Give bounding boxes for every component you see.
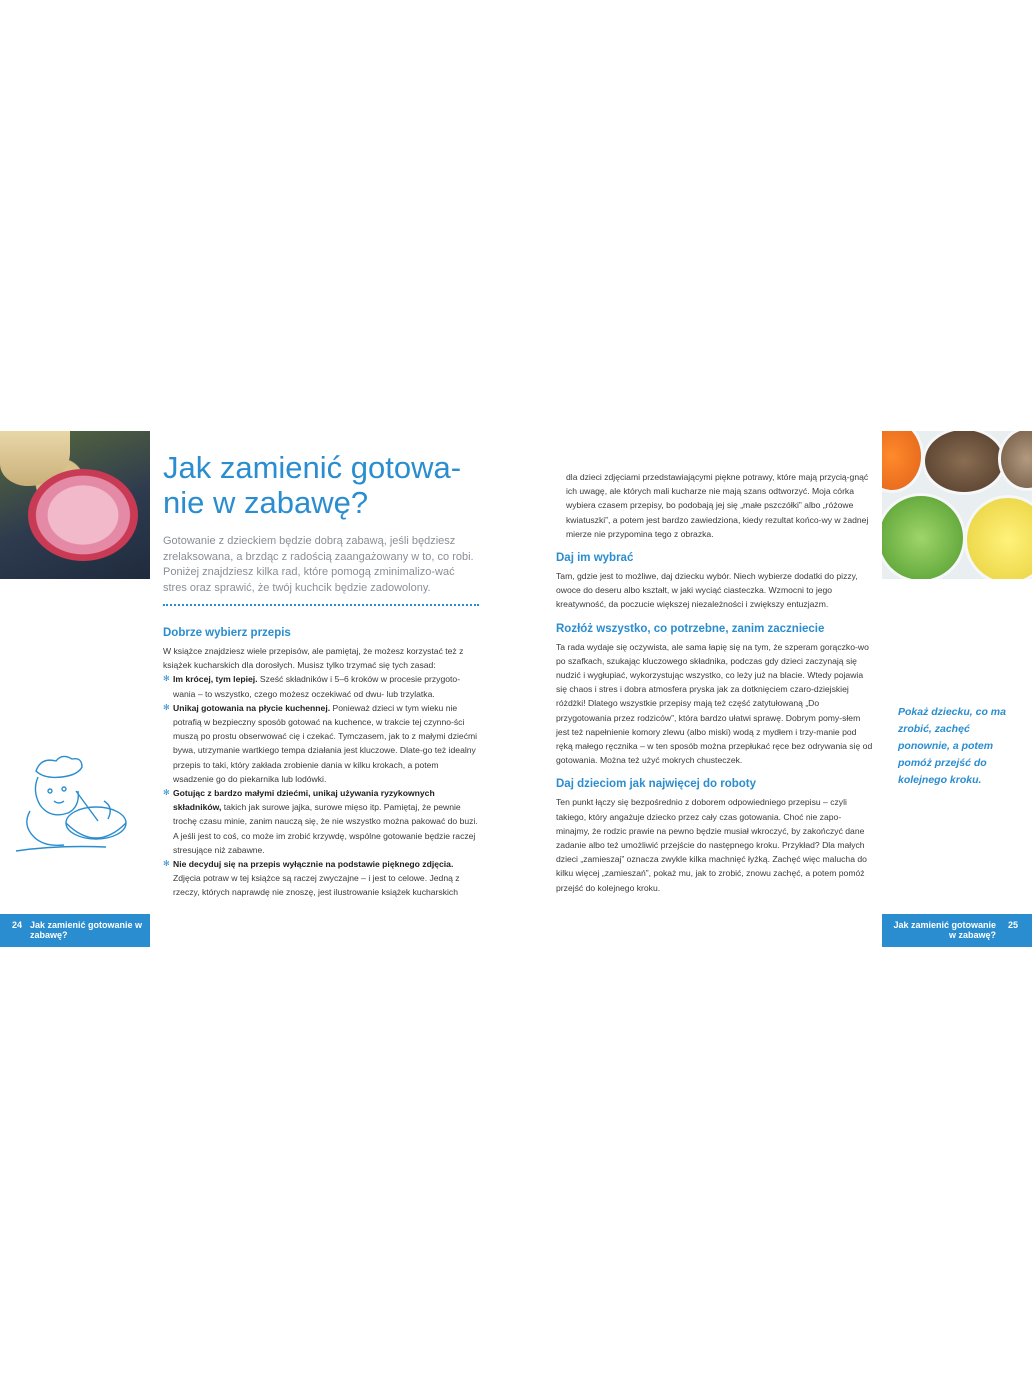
footer-label-left: Jak zamienić gotowanie w zabawę?: [30, 920, 143, 940]
page-title: [163, 450, 483, 520]
tip-text: Ponieważ dzieci w tym wieku nie potrafią w bezpieczny sposób gotować na kuchence, w trakcie tej czynno-ści muszą po prostu obserwować cię i czekać. Tymczasem, jak to z małymi dziećmi bywa, utrzymanie wartkiego tempa działania jest kluczowe. Dlate-go też idealny przepis to taki, który zakłada zrobienie dania w kilku krokach, a potem wsadzenie go do piekarnika lub lodówki.: [173, 702, 478, 784]
tip-bold: Unikaj gotowania na płycie kuchennej.: [173, 702, 331, 713]
right-column: [556, 470, 874, 895]
tip-text: Sześć składników i 5–6 kroków w procesie przygoto-wania – to wszystko, czego możesz oczekiwać od dwu- lub trzylatka.: [173, 674, 461, 699]
intro-paragraph: Gotowanie z dzieckiem będzie dobrą zabawą, jeśli będziesz zrelaksowana, a brzdąc z radością zaangażowany w to, co robi. Poniżej znajdziesz kilka rad, które pomogą zminimalizo-wać stres oraz sprawić, że twój kuchcik będzie zadowolony.: [163, 535, 474, 594]
chef-child-illustration: [16, 751, 136, 855]
footer-right: [882, 914, 1032, 947]
footer-left: [0, 914, 150, 947]
tips-list: [163, 672, 481, 899]
list-item: [163, 786, 481, 857]
right-margin-strip: [882, 431, 1032, 947]
tip-text: takich jak surowe jajka, surowe mięso itp. Pamiętaj, że pewnie trochę czasu minie, zanim nauczą się, że nie wszystko można pakować do buzi. A jeśli jest to coś, co może im zrobić krzywdę, wspólne gotowanie będzie raczej stresujące niż zabawne.: [173, 802, 478, 855]
section-text: Ten punkt łączy się bezpośrednio z doborem odpowiedniego przepisu – czyli takiego, który angażuje dziecko przez cały czas gotowania. Choć nie zapo-minajmy, że rodzic prawie na pewno będzie musiał wkroczyć, by zakończyć dane zadanie albo też umożliwić przejście do następnego kroku. Przykład? Dla małych dzieci „zamieszaj” oznacza zwykle kilka machnięć łyżką. Zachęć więc malucha do kilku więcej „zamieszań”, pokaż mu, jak to zrobić, znowu zachęć, a potem pomóż przejść do kolejnego kroku.: [556, 797, 867, 893]
continuation-text: dla dzieci zdjęciami przedstawiającymi piękne potrawy, które mają przycią-gnąć ich uwagę, ale których mali kucharze nie mają szans odtworzyć. Moja córka wybiera czasem przepisy, bo podobają jej się „małe pszczółki” albo „różowe kwiatuszki”, a potem jest bardzo zawiedziona, kiedy rezultat końco-wy w żadnej mierze nie przypomina tego z obrazka.: [566, 472, 869, 539]
page-number-right: 25: [1007, 920, 1018, 930]
list-item: [163, 672, 481, 700]
section-heading: Daj im wybrać: [556, 552, 634, 565]
footer-label-right: Jak zamienić gotowanie w zabawę?: [893, 920, 996, 940]
section-text: W książce znajdziesz wiele przepisów, ale pamiętaj, że możesz korzystać też z książek kucharskich dla dorosłych. Musisz tylko trzymać się tych zasad:: [163, 646, 464, 671]
title-text: Jak zamienić gotowa- nie w zabawę?: [163, 450, 462, 520]
page-number-left: 24: [12, 920, 23, 930]
snowflake-bullet-icon: ✻: [163, 788, 170, 798]
section-text: Ta rada wydaje się oczywista, ale sama łapię się na tym, że szperam gorączko-wo po szafkach, szukając kluczowego składnika, podczas gdy dzieci zaczynają się nudzić i wygłupiać, wykorzystując wszystko, co leży już na blacie. Wtedy pojawia się chaos i stres i dobra atmosfera pryska jak za dotknięciem czaro-dziejskiej różdżki! Dlatego wszystkie przepisy mają też część zatytułowaną „Do przygotowania przez rodziców”, która bardzo ułatwi sprawę. Dobrym pomy-słem jest też napełnienie komory zlewu (albo miski) wodą z mydłem i trzy-manie pod ręką małego ręcznika – w ten sposób można przepłukać ręce bez odrywania się od gotowania. Można też użyć mokrych chusteczek.: [556, 641, 873, 766]
tip-bold: Im krócej, tym lepiej.: [173, 674, 258, 685]
left-margin-strip: [0, 431, 150, 947]
left-column: [163, 626, 481, 900]
vegetable-bowls-photo: [882, 431, 1032, 579]
child-mixing-bowl-photo: [0, 431, 150, 579]
section-text: Tam, gdzie jest to możliwe, daj dziecku wybór. Niech wybierze dodatki do pizzy, owoce do deseru albo kształt, w jaki wyciąć ciasteczka. Wzmocni to jego kreatywność, da poczucie większej niezależności i zwiększy entuzjazm.: [556, 571, 858, 610]
list-item: [163, 857, 481, 900]
section-heading: Dobrze wybierz przepis: [163, 627, 291, 639]
tip-bold: Nie decyduj się na przepis wyłącznie na podstawie pięknego zdjęcia.: [173, 859, 454, 870]
pull-quote: Pokaż dziecku, co ma zrobić, zachęć ponownie, a potem pomóż przejść do kolejnego kroku.: [898, 706, 1006, 786]
tip-text: Zdjęcia potraw w tej książce są raczej zwyczajne – i jest to celowe. Jedną z rzeczy, których naprawdę nie znoszę, jest ilustrowanie książek kucharskich: [173, 873, 460, 898]
snowflake-bullet-icon: ✻: [163, 859, 170, 869]
tip-bold: Gotując z bardzo małymi dziećmi, unikaj używania ryzykownych składników,: [173, 788, 435, 813]
list-item: [163, 701, 481, 786]
snowflake-bullet-icon: ✻: [163, 702, 170, 712]
section-heading: Daj dzieciom jak najwięcej do roboty: [556, 778, 757, 791]
dotted-divider: [163, 604, 479, 606]
section-heading: Rozłóż wszystko, co potrzebne, zanim zaczniecie: [556, 622, 825, 635]
snowflake-bullet-icon: ✻: [163, 674, 170, 684]
